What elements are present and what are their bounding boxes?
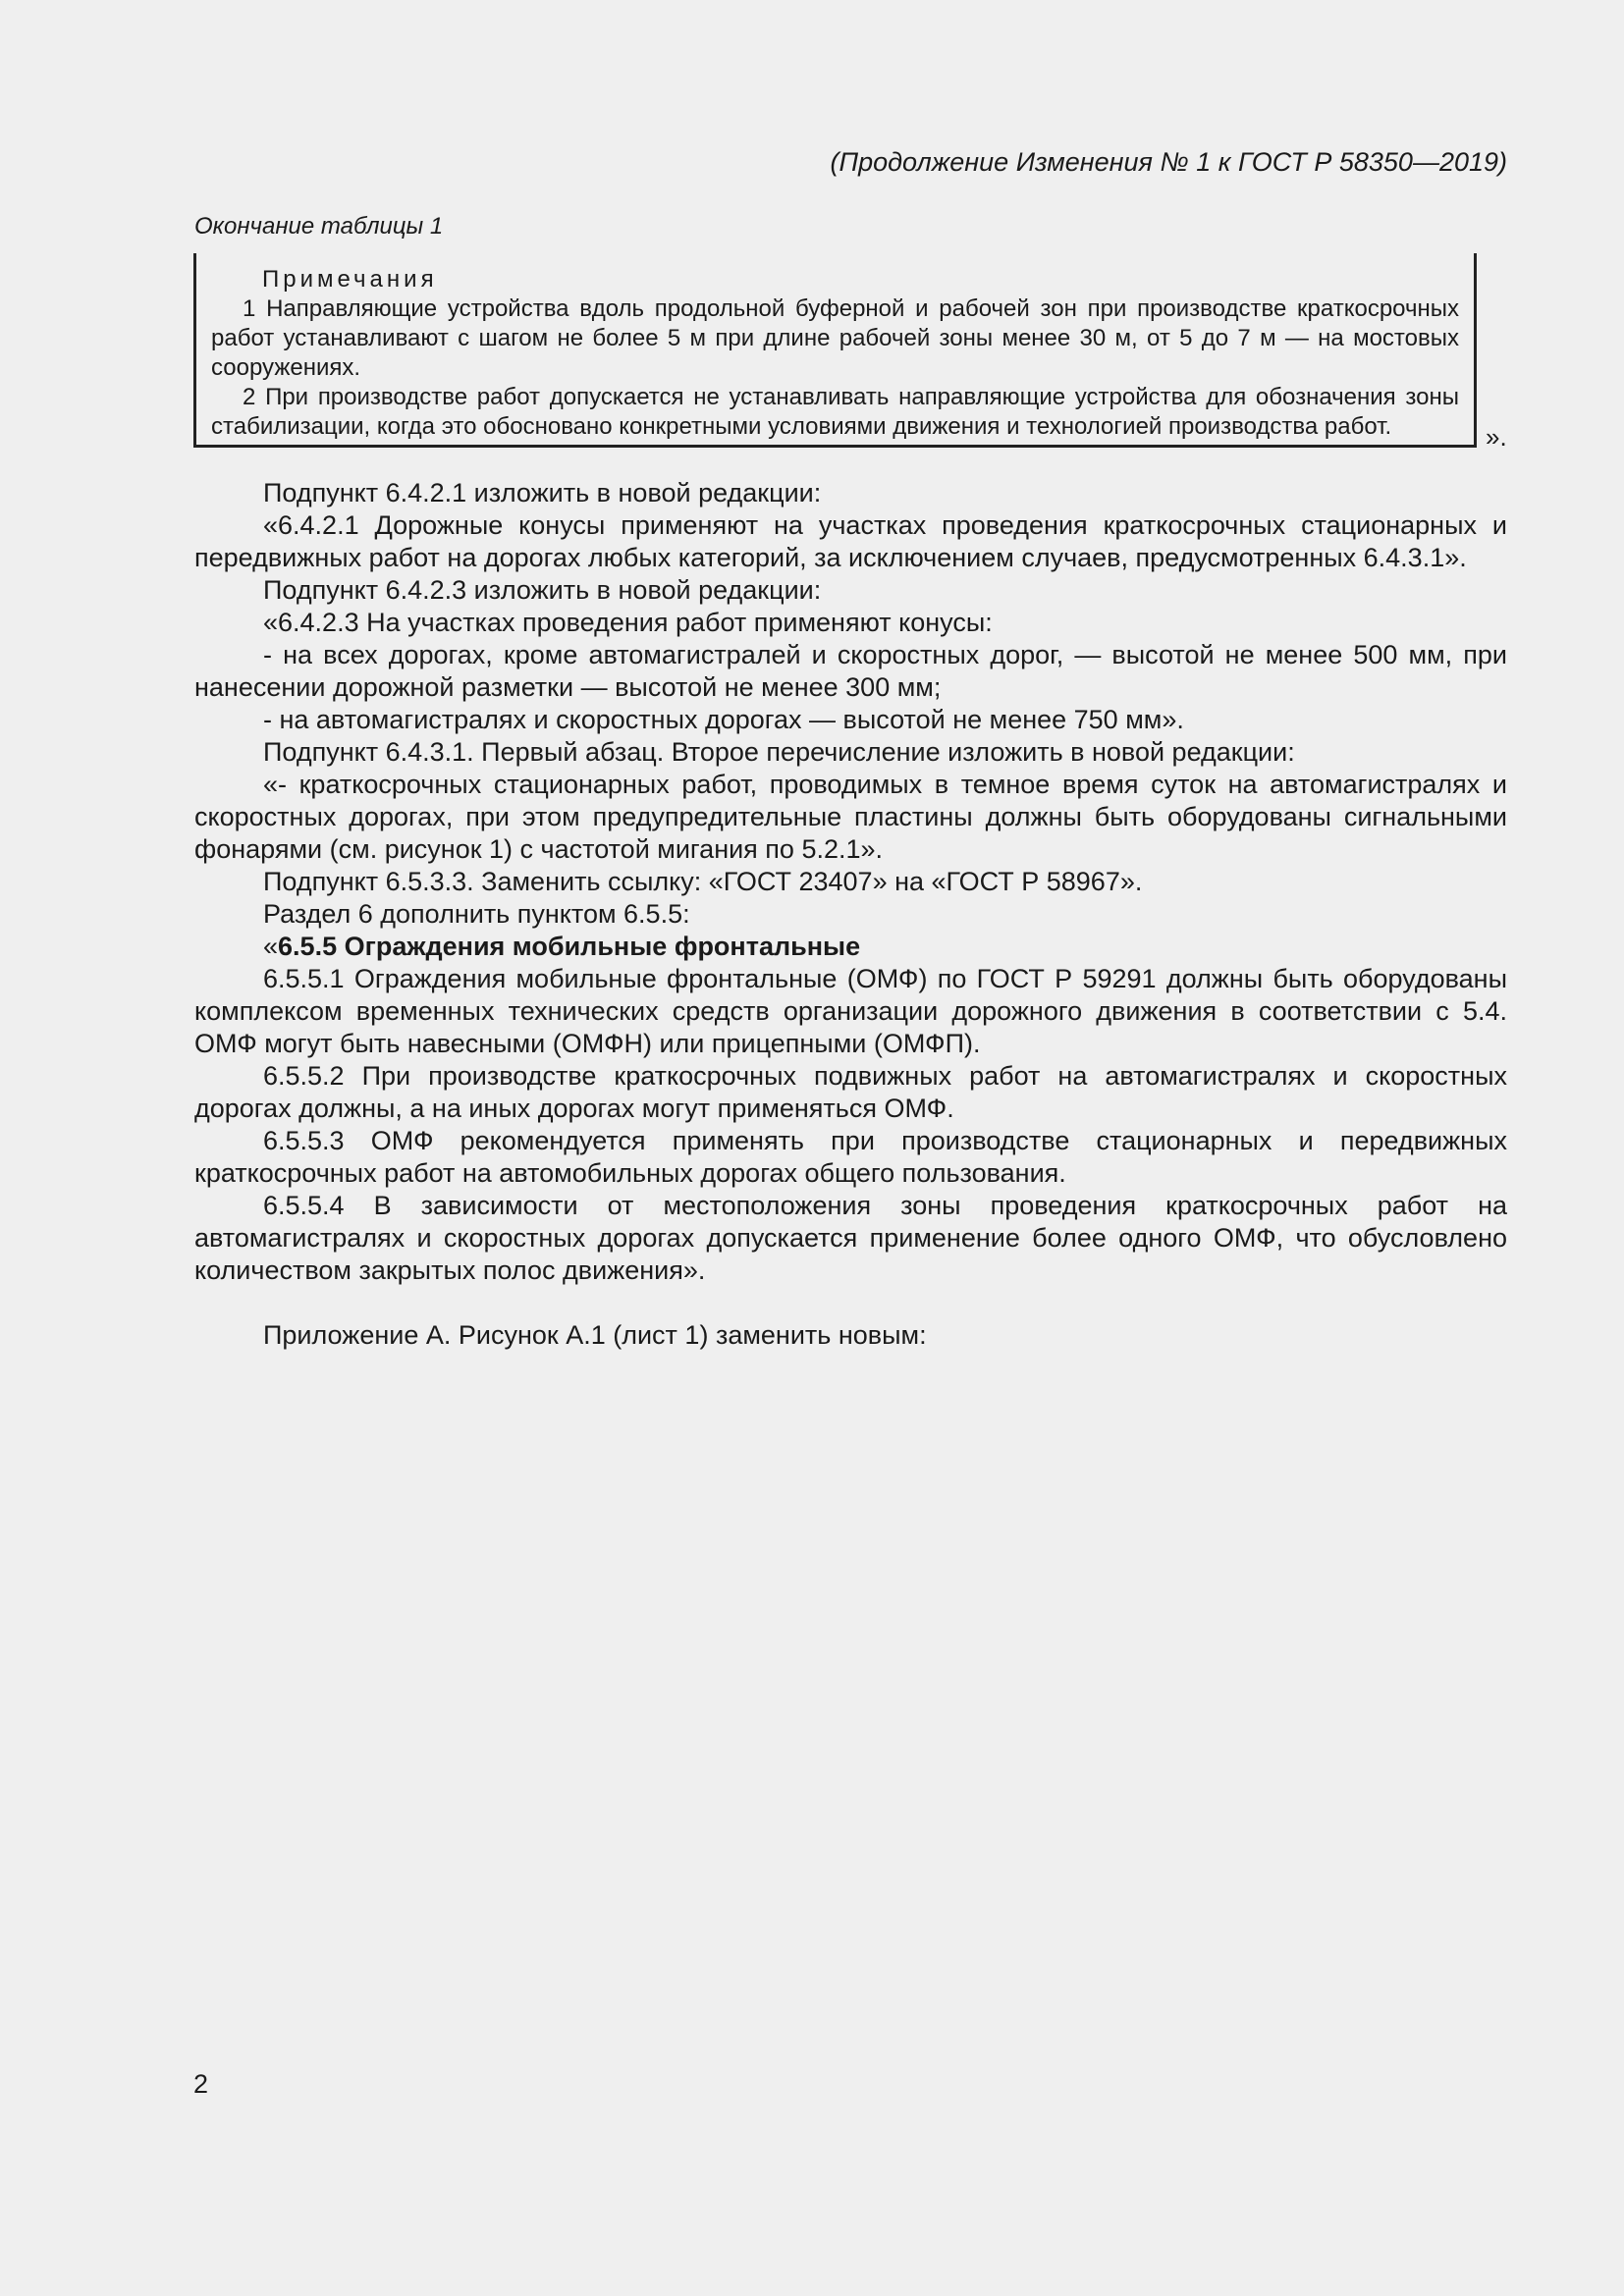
paragraph: Подпункт 6.4.3.1. Первый абзац. Второе перечисление изложить в новой редакции:	[263, 737, 1295, 767]
notes-closing-quote: ».	[1486, 422, 1507, 452]
section-heading	[194, 931, 1507, 963]
paragraph: - на автомагистралях и скоростных дорогах — высотой не менее 750 мм».	[263, 705, 1184, 734]
page-header: (Продолжение Изменения № 1 к ГОСТ Р 58350—2019)	[830, 147, 1507, 177]
annex-line: Приложение А. Рисунок А.1 (лист 1) заменить новым:	[263, 1320, 927, 1350]
paragraph: «6.4.2.3 На участках проведения работ применяют конусы:	[263, 608, 993, 637]
note-item: 2 При производстве работ допускается не устанавливать направляющие устройства для обозначения зоны стабилизации, когда это обосновано конкретными условиями движения и технологией производства работ.	[211, 384, 1459, 440]
paragraph: Подпункт 6.5.3.3. Заменить ссылку: «ГОСТ 23407» на «ГОСТ Р 58967».	[263, 867, 1143, 896]
page-number: 2	[193, 2069, 209, 2099]
heading-quote: «	[263, 932, 279, 961]
paragraph: Раздел 6 дополнить пунктом 6.5.5:	[263, 899, 690, 929]
paragraph: 6.5.5.3 ОМФ рекомендуется применять при производстве стационарных и передвижных краткосрочных работ на автомобильных дорогах общего пользования.	[194, 1126, 1507, 1188]
paragraph: 6.5.5.1 Ограждения мобильные фронтальные (ОМФ) по ГОСТ Р 59291 должны быть оборудованы комплексом временных технических средств организации дорожного движения в соответствии с 5.4. ОМФ могут быть навесными (ОМФН) или прицепными (ОМФП).	[194, 964, 1507, 1058]
paragraph: 6.5.5.4 В зависимости от местоположения зоны проведения краткосрочных работ на автомагистралях и скоростных дорогах допускается применение более одного ОМФ, что обусловлено количеством закрытых полос движения».	[194, 1191, 1507, 1285]
paragraph: - на всех дорогах, кроме автомагистралей и скоростных дорог, — высотой не менее 500 мм, при нанесении дорожной разметки — высотой не менее 300 мм;	[194, 640, 1507, 702]
paragraph: Подпункт 6.4.2.3 изложить в новой редакции:	[263, 575, 822, 605]
notes-box	[193, 253, 1477, 448]
table-caption: Окончание таблицы 1	[194, 213, 444, 240]
paragraph: «- краткосрочных стационарных работ, проводимых в темное время суток на автомагистралях и скоростных дорогах, при этом предупредительные пластины должны быть оборудованы сигнальными фонарями (см. рисунок 1) с частотой мигания по 5.2.1».	[194, 770, 1507, 864]
heading-text: 6.5.5 Ограждения мобильные фронтальные	[278, 932, 861, 961]
paragraph: 6.5.5.2 При производстве краткосрочных подвижных работ на автомагистралях и скоростных дорогах должны, а на иных дорогах могут применяться ОМФ.	[194, 1061, 1507, 1123]
body-text	[194, 477, 1507, 1352]
note-item: 1 Направляющие устройства вдоль продольной буферной и рабочей зон при производстве краткосрочных работ устанавливают с шагом не более 5 м при длине рабочей зоны менее 30 м, от 5 до 7 м — на мостовых сооружениях.	[211, 295, 1459, 381]
notes-title: Примечания	[262, 266, 438, 293]
paragraph: «6.4.2.1 Дорожные конусы применяют на участках проведения краткосрочных стационарных и передвижных работ на дорогах любых категорий, за исключением случаев, предусмотренных 6.4.3.1».	[194, 510, 1507, 572]
paragraph: Подпункт 6.4.2.1 изложить в новой редакции:	[263, 478, 822, 507]
